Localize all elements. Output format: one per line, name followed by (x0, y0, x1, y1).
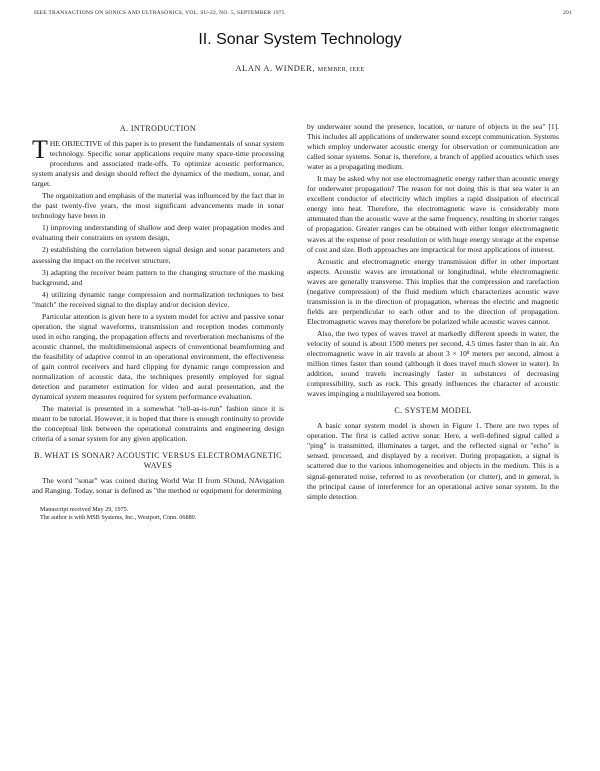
footnote-manuscript: Manuscript received May 29, 1975. (40, 506, 129, 514)
left-column (32, 124, 284, 522)
author-membership: MEMBER, IEEE (317, 67, 365, 73)
author-name: ALAN A. WINDER, (235, 64, 316, 73)
list-item-4: 4) utilizing dynamic range compression and normalization techniques to best "match" the received signal to the display and/or decision device. (32, 289, 284, 309)
list-item-1: 1) improving understanding of shallow and deep water propagation modes and evaluating their constraints on system design, (32, 223, 284, 243)
section-heading-system-model: C. SYSTEM MODEL (394, 406, 472, 416)
sonar-paragraph-1: The word "sonar" was coined during World War II from SOund, NAvigation and Ranging. Today, sonar is defined as "the method or equipment for determining (32, 476, 284, 496)
drop-cap: T (32, 135, 48, 164)
sonar-paragraph-3: Acoustic and electromagnetic energy transmission differ in other important aspects. Acoustic waves are irrotational or longitudinal, while electromagnetic waves are generally transverse. This implies that the compression and rarefaction (negative compression) of the fluid medium which characterizes acoustic wave transmission is in the direction of propagation, whereas the electric and magnetic fields are perpendicular to each other and to the direction of propagation. Electromagnetic waves may therefore be polarized while acoustic waves cannot. (307, 256, 559, 326)
running-head (34, 10, 572, 16)
section-heading-what-is-sonar: B. WHAT IS SONAR? ACOUSTIC VERSUS ELECTROMAGNETIC WAVES (34, 451, 282, 471)
author-line (0, 64, 600, 73)
intro-paragraph-1-text: HE OBJECTIVE of this paper is to present the fundamentals of sonar system technology. Specific sonar applications require many space-time processing procedures and associated trade-offs. To optimize acoustic performance, system analysis and design should reflect the dynamics of the medium, sonar, and target. (32, 139, 284, 189)
sonar-paragraph-2: It may be asked why not use electromagnetic energy rather than acoustic energy for underwater propagation? The reason for not doing this is that sea water is an excellent conductor of electricity which implies a rapid dissipation of electrical energy into heat. Therefore, the electromagnetic wave is considerably more attenuated than the acoustic wave at the same frequency, resulting in shorter ranges of propagation. Greater ranges can be obtained with either longer electromagnetic waves at the expense of poor resolution or with huge energy storage at the expense of cost and size. Both approaches are impractical for most applications of interest. (307, 174, 559, 254)
paper-title: II. Sonar System Technology (198, 31, 402, 48)
intro-paragraph-1 (32, 135, 284, 189)
journal-citation: IEEE TRANSACTIONS ON SONICS AND ULTRASONICS, VOL. SU-22, NO. 5, SEPTEMBER 1975 (34, 10, 285, 16)
footnote (32, 506, 284, 522)
system-model-paragraph-1: A basic sonar system model is shown in Figure 1. There are two types of operation. The first is called active sonar. Here, a well-defined signal called a "ping" is transmitted, illuminates a target, and the reflected signal or "echo" is sensed, processed, and displayed by a receiver. During propagation, a signal is scattered due to the various inhomogeneities and objects in the medium. This is a signal-generated noise, referred to as reverberation (or clutter), and in general, is the principal cause of interference for an operational active sonar system. In the simple detection (307, 421, 559, 501)
right-column (307, 122, 559, 504)
page-number: 291 (563, 10, 572, 16)
intro-paragraph-2: The organization and emphasis of the material was influenced by the fact that in the past twenty-five years, the most significant advancements made in sonar technology have been in (32, 191, 284, 221)
sonar-paragraph-4: Also, the two types of waves travel at markedly different speeds in water, the velocity of sound is about 1500 meters per second, 4.5 times faster than in air. An electromagnetic wave in air travels at about 3 × 10⁸ meters per second, almost a million times faster than sound (although it does travel much slower in water). In addition, sound travels increasingly faster in substances of decreasing compressibility, such as rock. This greatly influences the character of acoustic waves impinging a multilayered sea bottom. (307, 328, 559, 399)
list-item-3: 3) adapting the receiver beam pattern to the changing structure of the masking background, and (32, 267, 284, 287)
sonar-paragraph-1-continued: by underwater sound the presence, location, or nature of objects in the sea" [1]. This includes all applications of underwater sound except communication. Systems which employ underwater acoustic energy for observation or communication are called sonar systems. Sonar is, therefore, a branch of applied acoustics which uses water as a propagating medium. (307, 122, 559, 172)
list-item-2: 2) establishing the correlation between signal design and sonar parameters and assessing the impact on the receiver structure, (32, 245, 284, 265)
footnote-affiliation: The author is with MSB Systems, Inc., Westport, Conn. 06880. (40, 514, 197, 522)
section-heading-introduction: A. INTRODUCTION (119, 124, 197, 133)
intro-paragraph-3: Particular attention is given here to a system model for active and passive sonar operation, the signal waveforms, transmission and reception modes commonly used in echo ranging, the propagation effects and reverberation mechanisms of the acoustic channel, the multidimensional aspects of conventional beamforming and the feasibility of adaptive control in an operational environment, the effectiveness of gain control receivers and hard clipping for dynamic range compression and normalization of acoustic data, the techniques presently employed for signal detection and parameter estimation for video and aural presentation, and the dynamical system measures required for system performance evaluation. (32, 311, 284, 402)
intro-paragraph-4: The material is presented in a somewhat "tell-as-is-run" fashion since it is meant to be tutorial. However, it is hoped that there is enough continuity to provide the conceptual link between the operational constraints and engineering design criteria of a sonar system for any given application. (32, 404, 284, 444)
